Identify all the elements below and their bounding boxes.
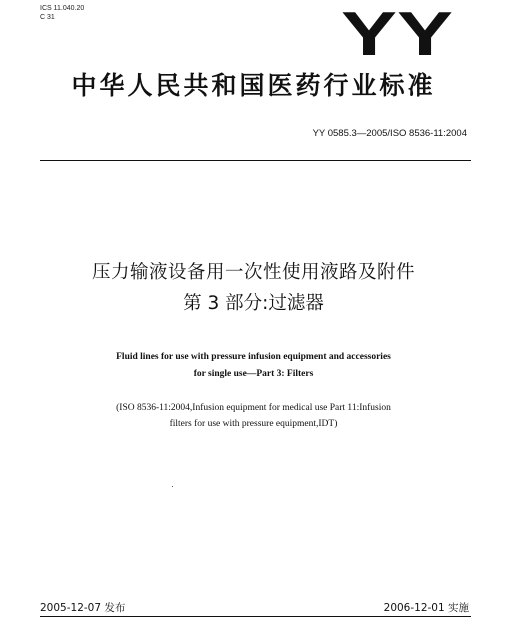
iso-reference-line-1: (ISO 8536-11:2004,Infusion equipment for medical use Part 11:Infusion xyxy=(116,403,391,413)
ics-code: ICS 11.040.20 xyxy=(40,5,85,12)
implementation-date: 2006-12-01 实施 xyxy=(383,602,469,614)
iso-reference xyxy=(0,400,507,432)
iso-reference-line-2: filters for use with pressure equipment,IDT) xyxy=(169,419,338,429)
logo-text: YY xyxy=(341,6,453,58)
issue-date: 2005-12-07 发布 xyxy=(40,602,126,614)
english-title-line-1: Fluid lines for use with pressure infusion equipment and accessories xyxy=(116,352,391,362)
header-divider xyxy=(40,160,471,161)
chinese-title-line-2: 第 3 部分:过滤器 xyxy=(183,293,324,314)
english-title xyxy=(0,349,507,383)
english-title-line-2: for single use—Part 3: Filters xyxy=(193,369,314,379)
standard-number: YY 0585.3—2005/ISO 8536-11:2004 xyxy=(312,128,467,139)
chinese-title-line-1: 压力输液设备用一次性使用液路及附件 xyxy=(91,262,415,283)
yy-logo xyxy=(338,6,456,58)
classification-codes xyxy=(40,4,84,22)
ccs-code: C 31 xyxy=(40,14,55,21)
scan-speck xyxy=(172,486,173,487)
standard-category-title: 中华人民共和国医药行业标准 xyxy=(71,71,436,100)
footer-divider xyxy=(40,616,471,617)
